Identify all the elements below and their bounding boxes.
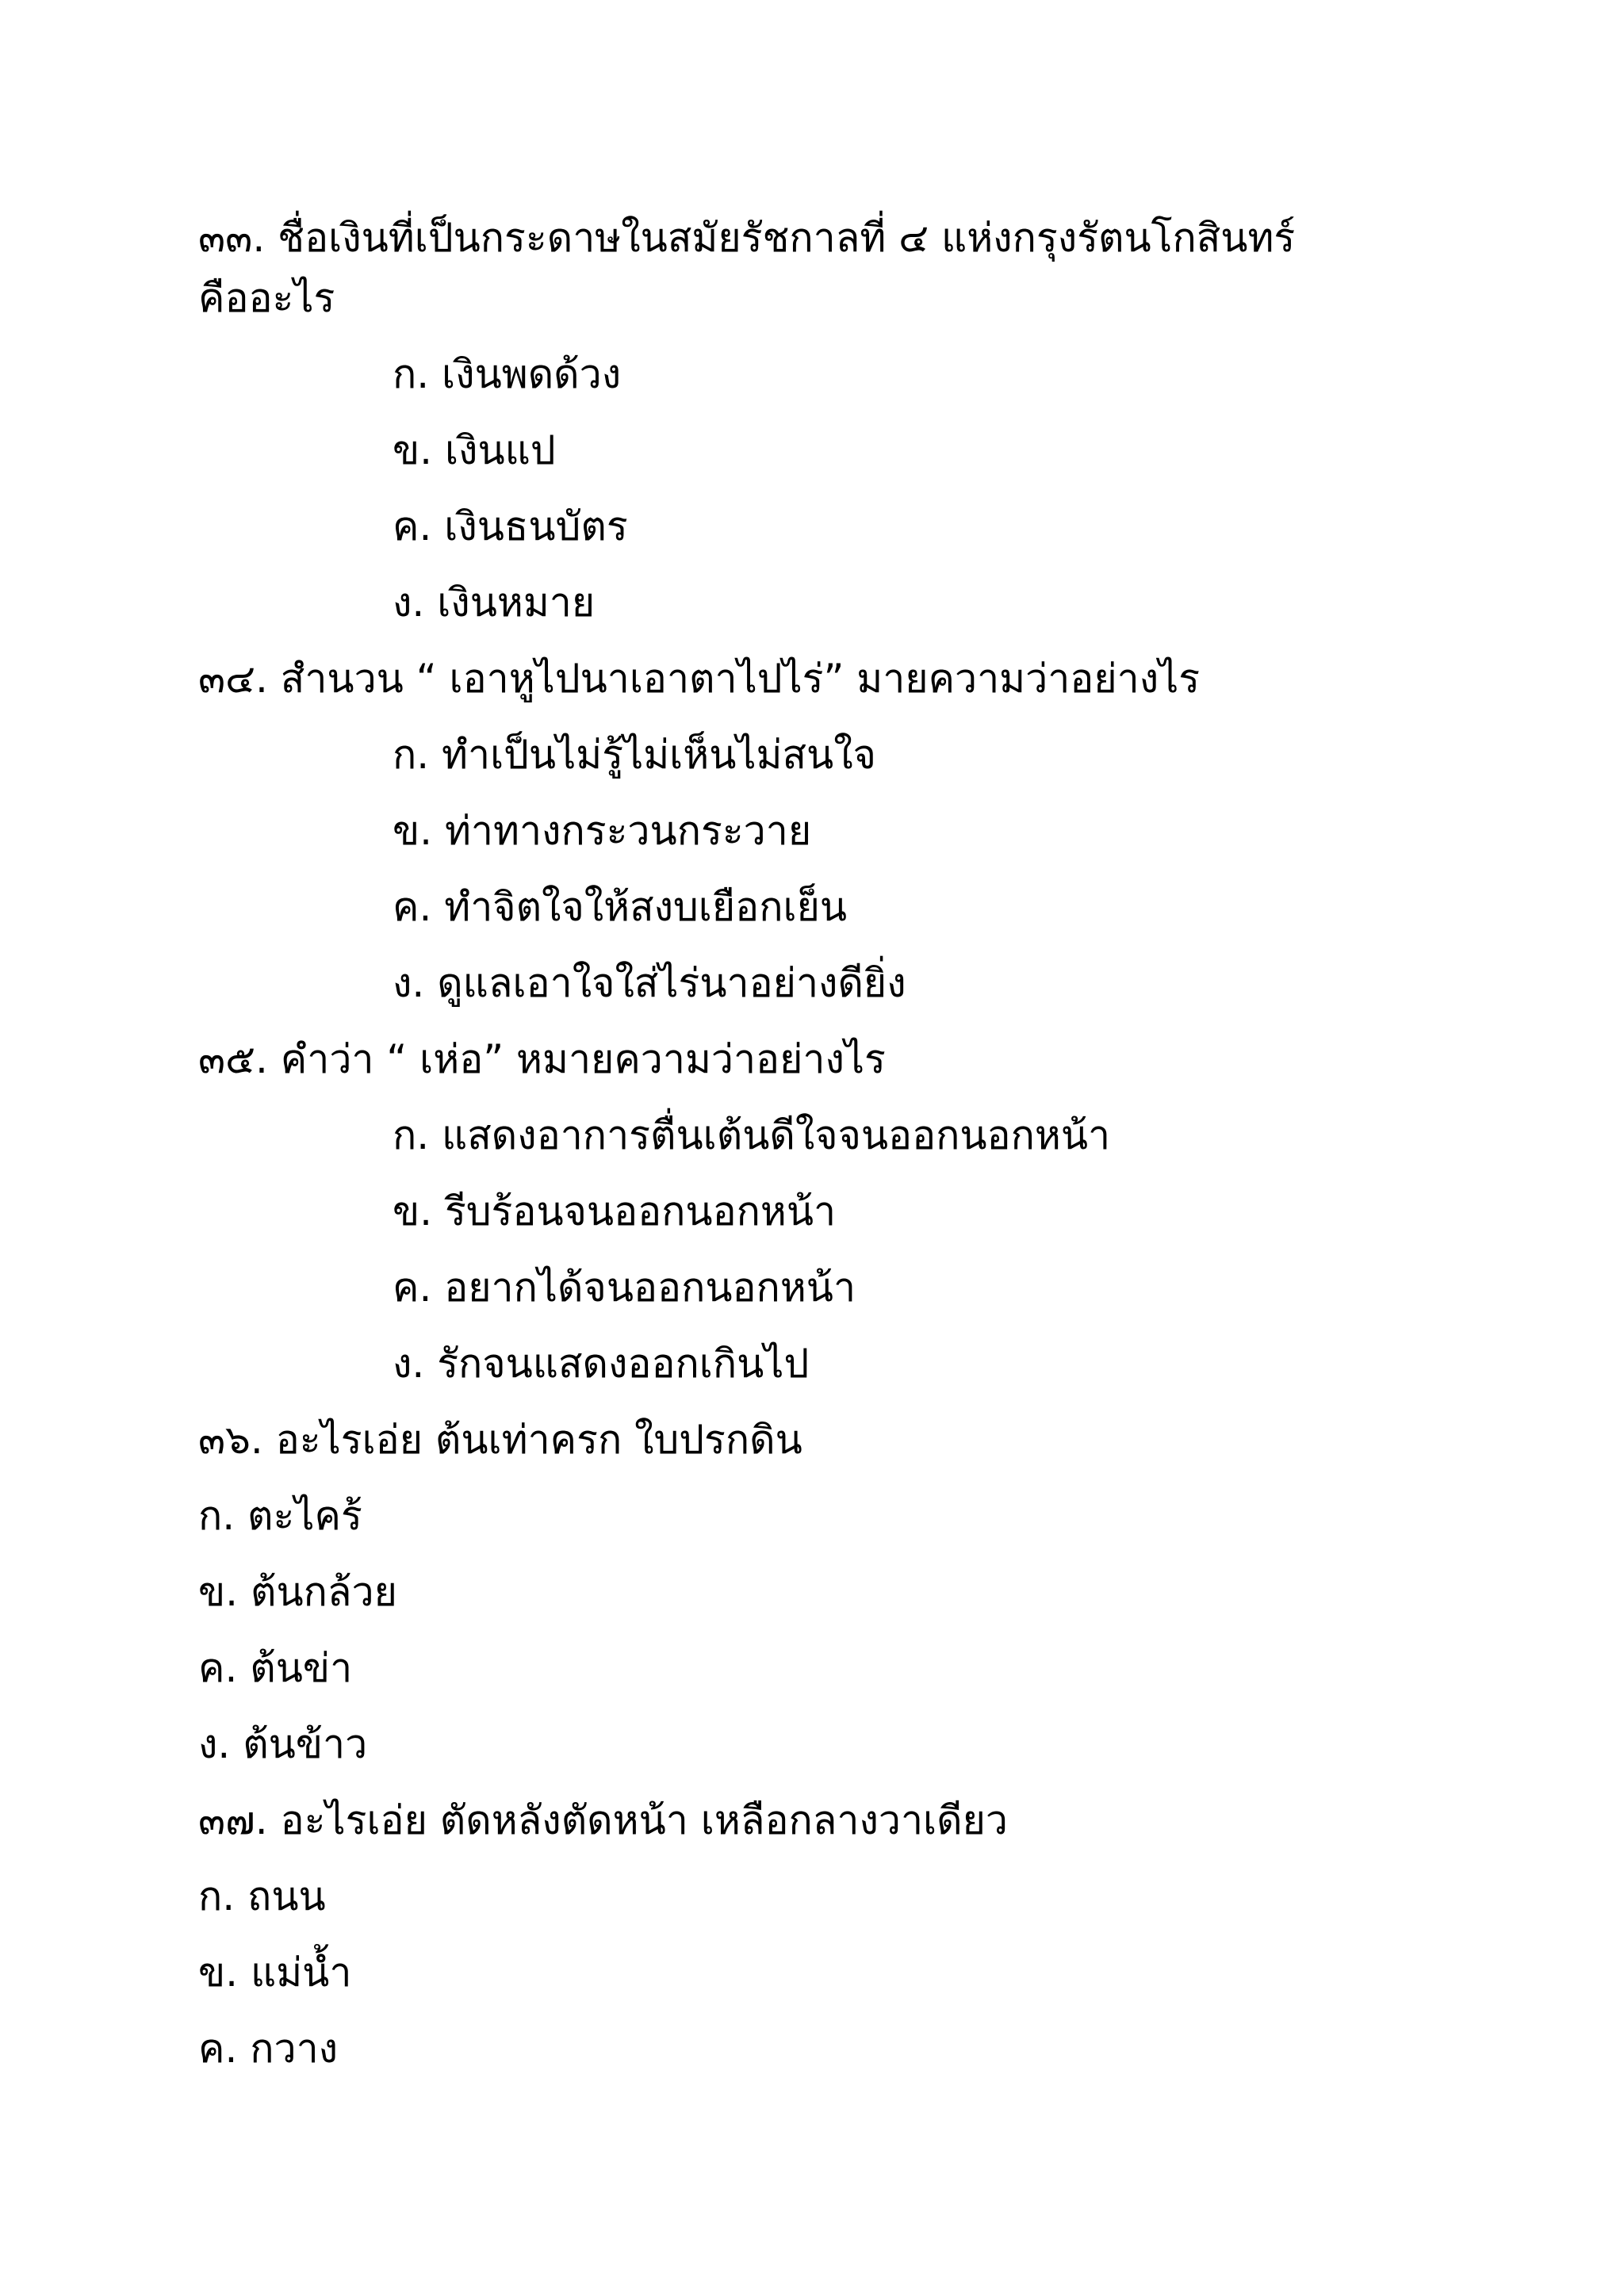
- question-37-option-a: ก. ถนน: [198, 1873, 326, 1919]
- question-37-option-c: ค. กวาง: [198, 2026, 339, 2072]
- question-35-option-c: ค. อยากได้จนออกนอกหน้า: [393, 1265, 856, 1311]
- question-35-option-a: ก. แสดงอาการตื่นเต้นดีใจจนออกนอกหน้า: [393, 1112, 1111, 1158]
- question-36-option-c: ค. ต้นข่า: [198, 1645, 353, 1691]
- question-36-option-b: ข. ต้นกล้วย: [198, 1569, 397, 1615]
- question-35-stem: ๓๕. คำว่า “ เห่อ” หมายความว่าอย่างไร: [198, 1036, 886, 1082]
- question-36-option-a: ก. ตะไคร้: [198, 1493, 362, 1539]
- question-34-option-a: ก. ทำเป็นไม่รู้ไม่เห็นไม่สนใจ: [393, 732, 876, 778]
- question-34-option-b: ข. ท่าทางกระวนกระวาย: [393, 808, 812, 854]
- question-36-option-d: ง. ต้นข้าว: [198, 1721, 368, 1767]
- question-33-option-c: ค. เงินธนบัตร: [393, 503, 628, 549]
- question-35-option-d: ง. รักจนแสดงออกเกินไป: [393, 1341, 810, 1387]
- question-34-stem: ๓๔. สำนวน “ เอาหูไปนาเอาตาไปไร่” มายความว่าอย่างไร: [198, 656, 1201, 702]
- question-33-option-a: ก. เงินพดด้วง: [393, 351, 622, 397]
- question-33-option-b: ข. เงินแป: [393, 427, 556, 473]
- question-34-option-d: ง. ดูแลเอาใจใส่ไร่นาอย่างดียิ่ง: [393, 960, 906, 1006]
- question-35-option-b: ข. รีบร้อนจนออกนอกหน้า: [393, 1188, 837, 1234]
- question-34-option-c: ค. ทำจิตใจให้สงบเยือกเย็น: [393, 884, 848, 930]
- question-33-option-d: ง. เงินหมาย: [393, 580, 596, 626]
- question-33-stem-line-1: ๓๓. ชื่อเงินที่เป็นกระดาษในสมัยรัชกาลที่ ๔ แห่งกรุงรัตนโกสินทร์: [198, 215, 1296, 261]
- question-36-stem: ๓๖. อะไรเอ่ย ต้นเท่าครก ใบปรกดิน: [198, 1417, 802, 1463]
- question-37-stem: ๓๗. อะไรเอ่ย ตัดหลังตัดหน้า เหลือกลางวาเดียว: [198, 1797, 1008, 1843]
- question-33-stem-line-2: คืออะไร: [198, 275, 335, 321]
- question-37-option-b: ข. แม่น้ำ: [198, 1950, 352, 1996]
